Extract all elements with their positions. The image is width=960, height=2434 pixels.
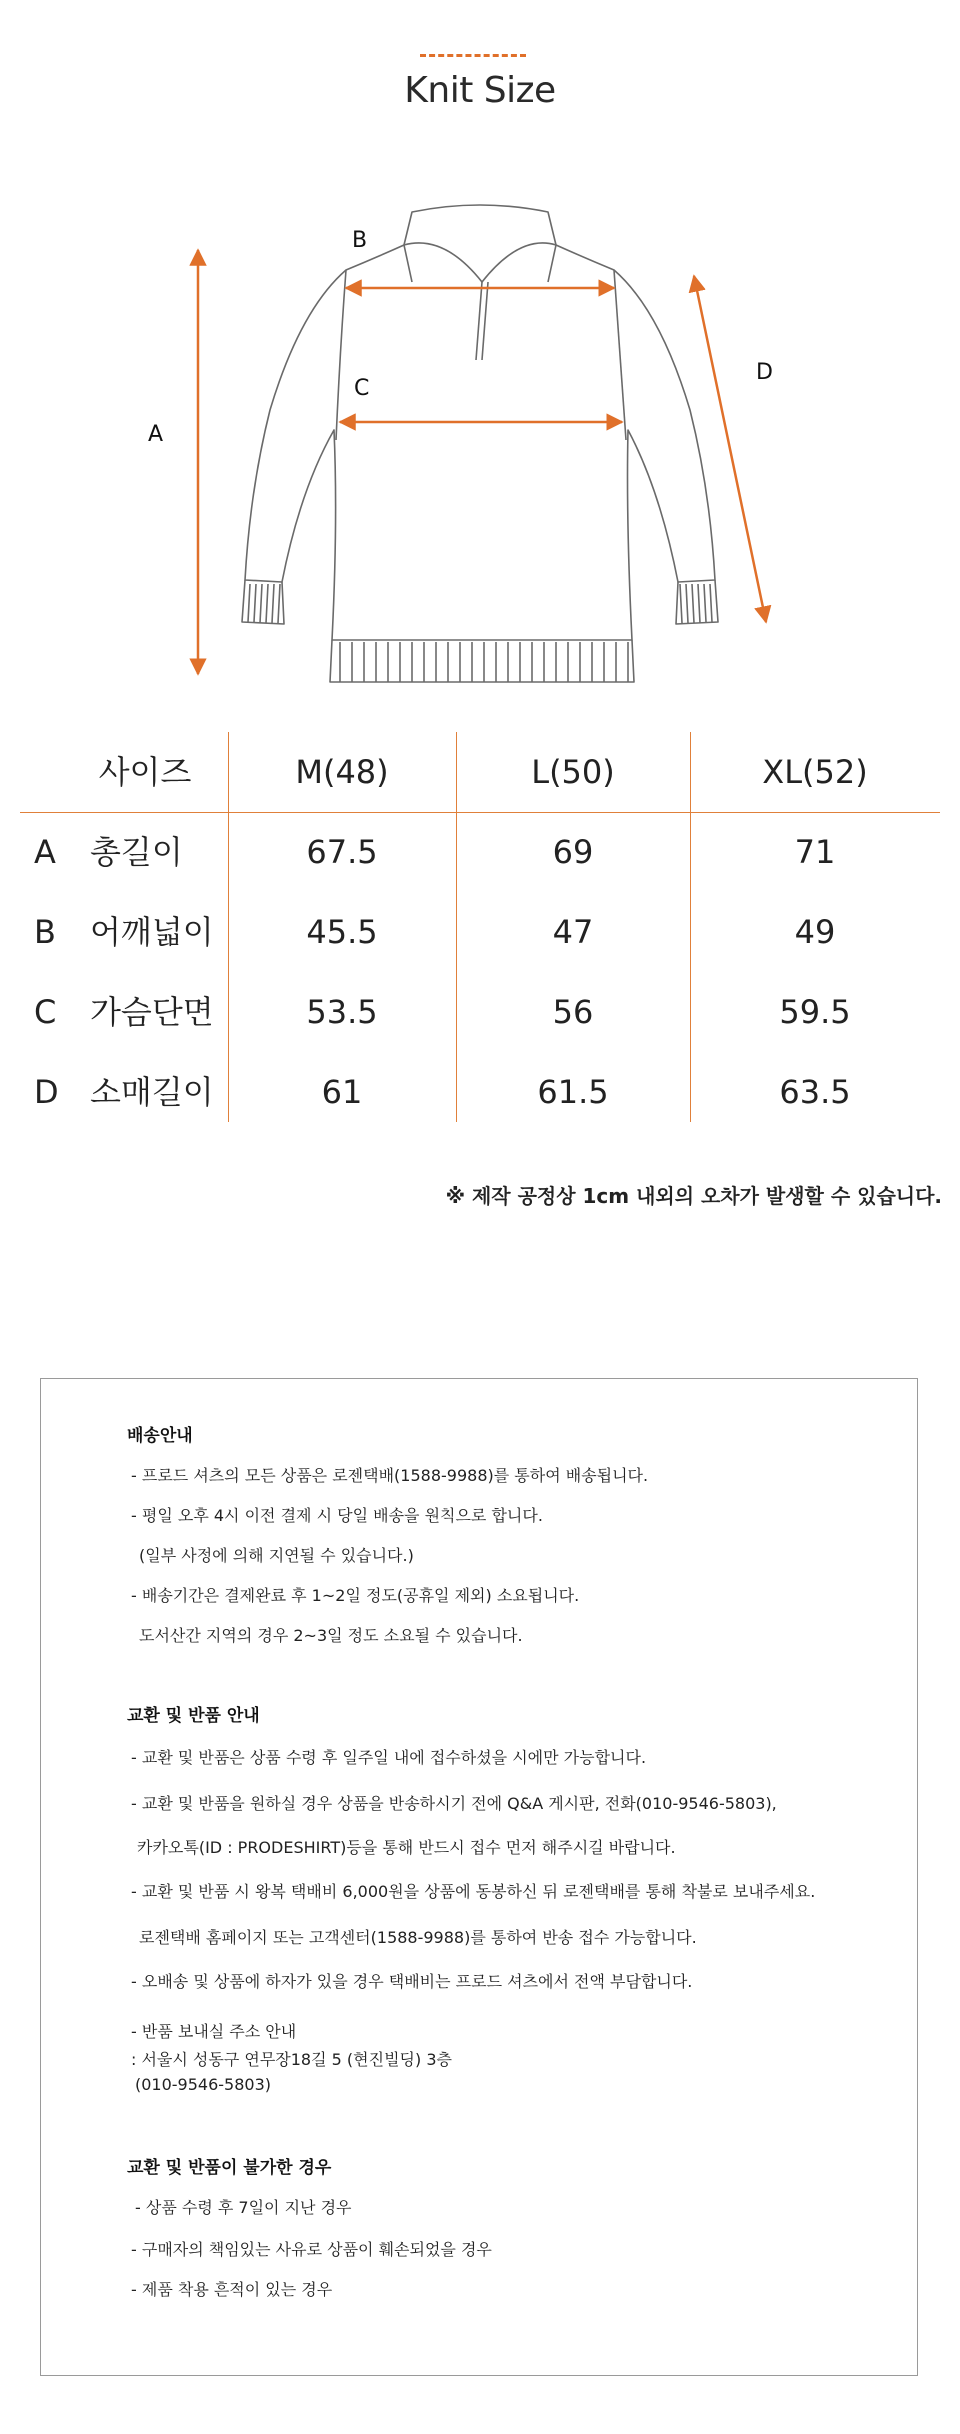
info-line: - 교환 및 반품을 원하실 경우 상품을 반송하시기 전에 Q&A 게시판, 전화(010-9546-5803), <box>131 1794 777 1813</box>
row-label: 가슴단면 <box>90 993 214 1031</box>
section-title-not-allowed: 교환 및 반품이 불가한 경우 <box>127 2158 332 2178</box>
info-line: - 교환 및 반품은 상품 수령 후 일주일 내에 접수하셨을 시에만 가능합니다. <box>131 1748 647 1767</box>
arrow-d <box>694 276 766 622</box>
label-a: A <box>148 422 164 447</box>
info-line: 도서산간 지역의 경우 2~3일 정도 소요될 수 있습니다. <box>139 1626 523 1645</box>
label-c: C <box>354 376 370 401</box>
value-l: 69 <box>552 833 594 871</box>
row-letter: C <box>34 993 57 1031</box>
section-title-exchange: 교환 및 반품 안내 <box>127 1706 260 1726</box>
table-row <box>20 812 940 892</box>
table-row <box>20 1052 940 1132</box>
info-line: 로젠택배 홈페이지 또는 고객센터(1588-9988)를 통하여 반송 접수 가능합니다. <box>139 1928 697 1947</box>
header-m: M(48) <box>295 753 389 791</box>
info-line: - 평일 오후 4시 이전 결제 시 당일 배송을 원칙으로 합니다. <box>131 1506 543 1525</box>
info-line: - 반품 보내실 주소 안내 <box>131 2022 297 2041</box>
value-l: 56 <box>552 993 594 1031</box>
header-xl: XL(52) <box>762 753 868 791</box>
value-m: 53.5 <box>306 993 378 1031</box>
row-label: 소매길이 <box>90 1073 214 1111</box>
info-line: - 교환 및 반품 시 왕복 택배비 6,000원을 상품에 동봉하신 뒤 로젠택배를 통해 착불로 보내주세요. <box>131 1882 816 1901</box>
info-line: - 오배송 및 상품에 하자가 있을 경우 택배비는 프로드 셔츠에서 전액 부담합니다. <box>131 1972 693 1991</box>
section-title-shipping: 배송안내 <box>127 1426 193 1446</box>
knit-size-diagram <box>0 190 960 690</box>
title-accent-dash <box>420 54 526 57</box>
row-label: 총길이 <box>90 833 183 871</box>
info-line: - 상품 수령 후 7일이 지난 경우 <box>135 2198 352 2217</box>
row-letter: A <box>34 833 56 871</box>
value-xl: 71 <box>794 833 836 871</box>
table-row <box>20 892 940 972</box>
header-size: 사이즈 <box>98 753 192 791</box>
info-line: - 프로드 셔츠의 모든 상품은 로젠택배(1588-9988)를 통하여 배송됩니다. <box>131 1466 649 1485</box>
row-label: 어깨넓이 <box>90 913 214 951</box>
sweater-illustration <box>0 190 960 690</box>
info-line: - 구매자의 책임있는 사유로 상품이 훼손되었을 경우 <box>131 2240 492 2259</box>
page-title: Knit Size <box>404 70 556 111</box>
header-l: L(50) <box>531 753 615 791</box>
value-xl: 59.5 <box>779 993 851 1031</box>
size-table <box>20 732 940 1122</box>
info-line: : 서울시 성동구 연무장18길 5 (현진빌딩) 3층 <box>131 2050 452 2069</box>
row-letter: D <box>34 1073 59 1111</box>
info-line: 카카오톡(ID : PRODESHIRT)등을 통해 반드시 접수 먼저 해주시길 바랍니다. <box>137 1838 676 1857</box>
info-line: (일부 사정에 의해 지연될 수 있습니다.) <box>139 1546 414 1565</box>
row-letter: B <box>34 913 56 951</box>
label-d: D <box>756 360 773 385</box>
tolerance-note: ※ 제작 공정상 1cm 내외의 오차가 발생할 수 있습니다. <box>445 1184 942 1208</box>
value-m: 67.5 <box>306 833 378 871</box>
value-xl: 49 <box>794 913 836 951</box>
value-l: 61.5 <box>537 1073 609 1111</box>
info-line: - 배송기간은 결제완료 후 1~2일 정도(공휴일 제외) 소요됩니다. <box>131 1586 580 1605</box>
value-l: 47 <box>552 913 594 951</box>
table-row <box>20 972 940 1052</box>
value-m: 45.5 <box>306 913 378 951</box>
info-line: (010-9546-5803) <box>135 2075 272 2094</box>
value-xl: 63.5 <box>779 1073 851 1111</box>
shipping-info-box <box>40 1378 918 2376</box>
info-line: - 제품 착용 흔적이 있는 경우 <box>131 2280 333 2299</box>
label-b: B <box>352 228 368 253</box>
value-m: 61 <box>321 1073 363 1111</box>
